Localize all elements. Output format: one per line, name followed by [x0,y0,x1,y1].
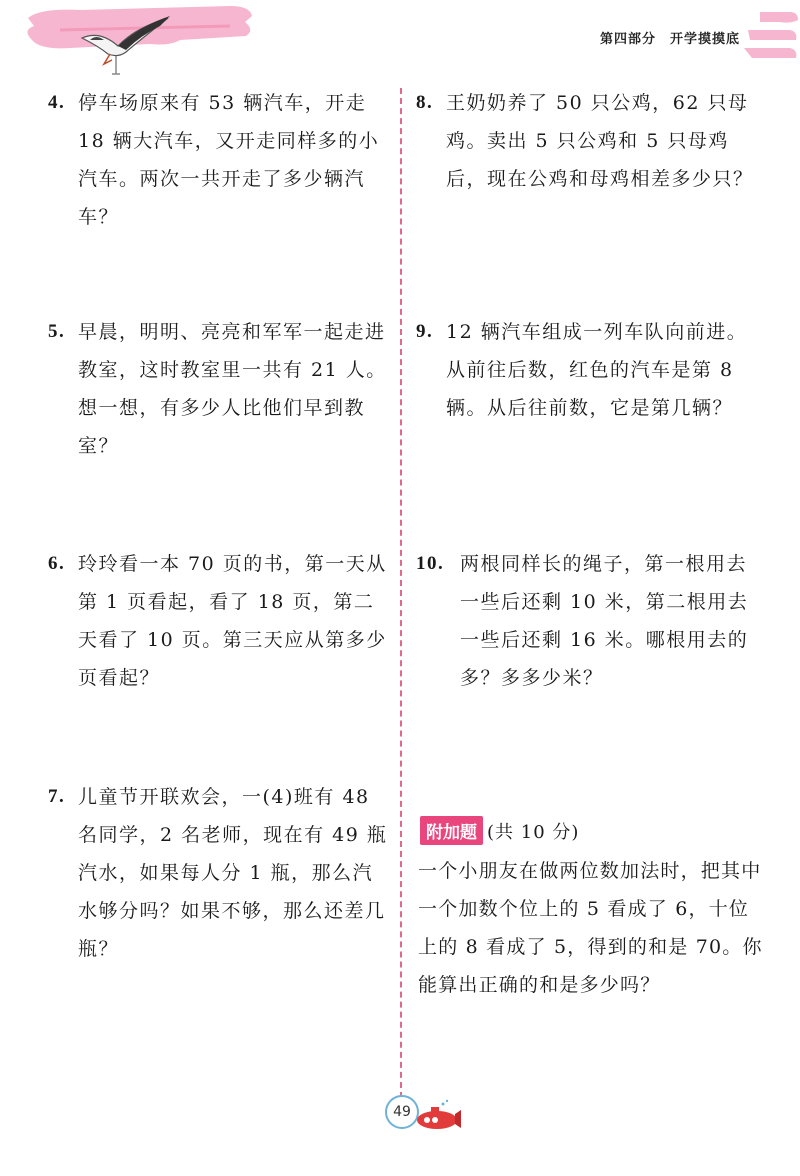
problem-9 [416,313,756,427]
problem-number: 4. [48,92,66,113]
bonus-problem-text: 一个小朋友在做两位数加法时，把其中一个加数个位上的 5 看成了 6，十位上的 8 看成了 5，得到的和是 70。你能算出正确的和是多少吗？ [418,860,763,996]
problem-number: 7. [48,786,66,807]
problem-10 [416,545,758,697]
bonus-tag: 附加题 [420,816,483,845]
problem-number: 5. [48,321,66,342]
column-divider [400,88,402,1098]
problem-number: 10. [416,553,445,574]
problem-text: 儿童节开联欢会，一(4)班有 48 名同学，2 名老师，现在有 49 瓶汽水，如果每人分 1 瓶，那么汽水够分吗？如果不够，那么还差几瓶？ [78,786,388,960]
problem-text: 两根同样长的绳子，第一根用去一些后还剩 10 米，第二根用去一些后还剩 16 米。哪根用去的多？多多少米？ [460,553,749,689]
problem-4 [48,84,388,236]
section-label [600,28,740,47]
section-part: 第四部分 [600,32,657,47]
problem-number: 8. [416,92,434,113]
problem-text: 12 辆汽车组成一列车队向前进。从前往后数，红色的汽车是第 8 辆。从后往前数，它是第几辆？ [446,321,748,419]
problem-6 [48,545,388,697]
problem-number: 6. [48,553,66,574]
problem-7 [48,778,388,968]
submarine-icon [413,1098,463,1134]
problem-5 [48,313,388,465]
bonus-points: (共 10 分) [487,821,580,843]
problem-number: 9. [416,321,434,342]
problem-text: 停车场原来有 53 辆汽车，开走 18 辆大汽车，又开走同样多的小汽车。两次一共开走了多少辆汽车？ [78,92,380,228]
page-footer [375,1090,475,1140]
problem-text: 王奶奶养了 50 只公鸡，62 只母鸡。卖出 5 只公鸡和 5 只母鸡后，现在公鸡和母鸡相差多少只？ [446,92,754,190]
section-title: 开学摸摸底 [670,32,741,47]
bonus-heading [420,816,579,844]
page-number: 49 [385,1095,419,1129]
page-header [0,0,800,90]
problem-text: 早晨，明明、亮亮和军军一起走进教室，这时教室里一共有 21 人。想一想，有多少人比他们早到教室？ [78,321,387,457]
problem-8 [416,84,756,198]
problem-text: 玲玲看一本 70 页的书，第一天从第 1 页看起，看了 18 页，第二天看了 10 页。第三天应从第多少页看起？ [78,553,387,689]
